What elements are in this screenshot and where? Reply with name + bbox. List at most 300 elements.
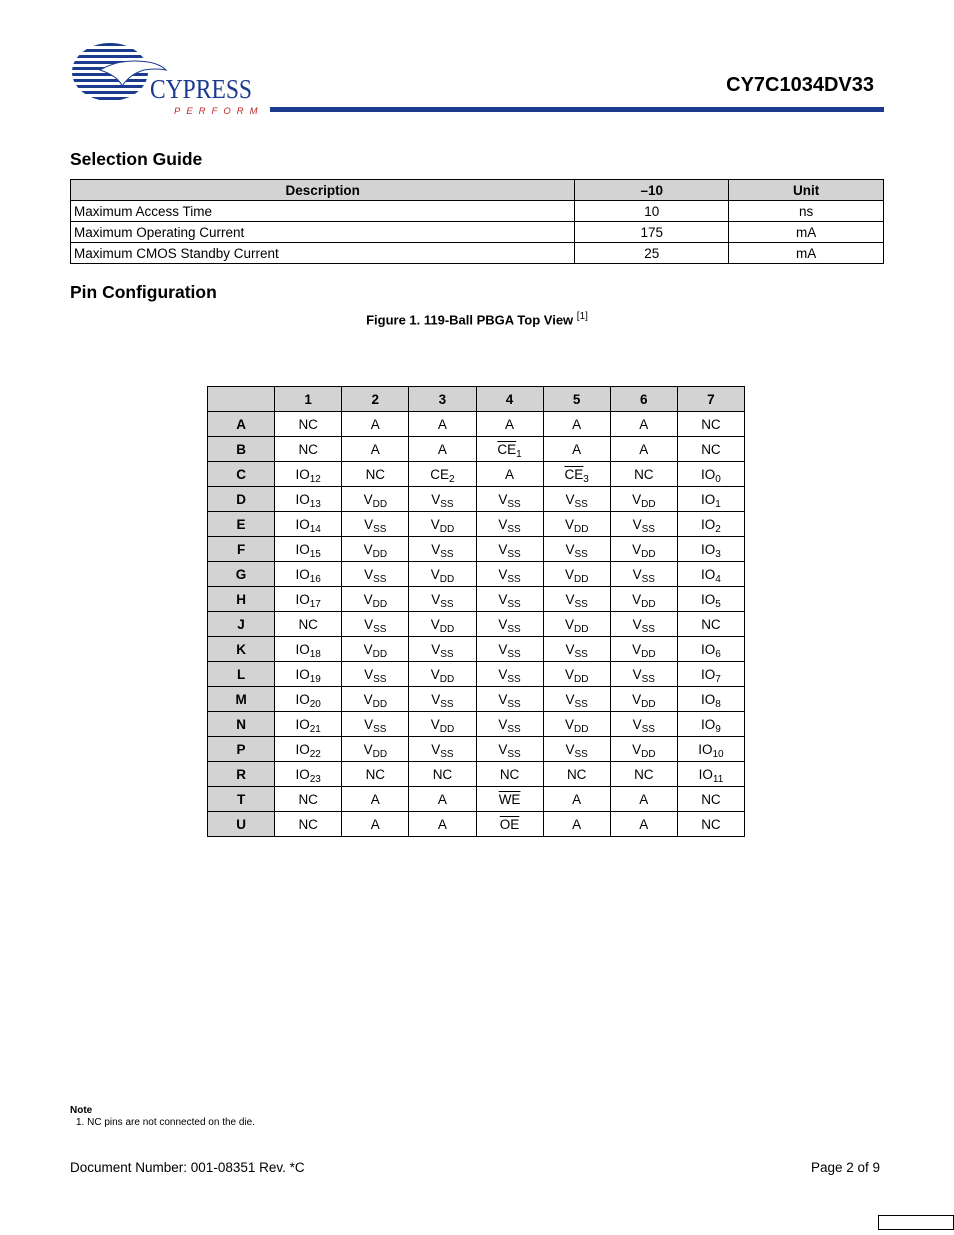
table-row <box>208 787 745 812</box>
pin-subscript: DD <box>439 573 455 585</box>
pin-subscript: 3 <box>715 548 721 560</box>
pin-cell <box>543 637 610 662</box>
pin-subscript: DD <box>641 648 656 660</box>
pin-cell <box>342 662 409 687</box>
row-header: F <box>208 537 275 562</box>
row-header: D <box>208 487 275 512</box>
pin-cell <box>610 812 677 837</box>
table-row <box>208 662 745 687</box>
pin-subscript: 1 <box>715 498 721 510</box>
pin-name: V <box>430 616 440 632</box>
logo-tagline: PERFORM <box>174 106 264 117</box>
pin-subscript: SS <box>574 698 588 710</box>
pin-subscript: DD <box>372 498 388 510</box>
table-cell: mA <box>729 222 884 243</box>
pin-name: A <box>572 416 582 432</box>
feedback-box[interactable] <box>878 1215 954 1230</box>
table-row <box>208 537 745 562</box>
pin-name: V <box>632 491 642 507</box>
pin-subscript: DD <box>573 723 589 735</box>
pin-cell <box>409 812 476 837</box>
pin-name: V <box>498 666 508 682</box>
pin-subscript: 7 <box>715 673 721 685</box>
pin-subscript: SS <box>440 498 454 510</box>
pin-cell <box>342 537 409 562</box>
pin-subscript: SS <box>373 673 387 685</box>
pin-cell <box>409 437 476 462</box>
pin-name: IO <box>295 591 310 607</box>
pin-name: A <box>505 466 515 482</box>
pin-cell <box>409 787 476 812</box>
pin-subscript: 16 <box>309 573 321 585</box>
pin-subscript: SS <box>641 573 655 585</box>
pin-name: NC <box>701 791 721 807</box>
row-header: U <box>208 812 275 837</box>
pin-cell <box>610 437 677 462</box>
pin-subscript: 22 <box>309 748 321 760</box>
pin-subscript: SS <box>373 523 387 535</box>
row-header: K <box>208 637 275 662</box>
pin-cell <box>543 762 610 787</box>
pin-name: NC <box>634 466 654 482</box>
pin-subscript: SS <box>574 498 588 510</box>
figure-footnote-ref: [1] <box>576 311 588 322</box>
pin-name: V <box>364 566 374 582</box>
column-header: 1 <box>275 387 342 412</box>
pin-name: A <box>639 416 649 432</box>
pin-subscript: 6 <box>715 648 721 660</box>
pin-cell <box>610 737 677 762</box>
pin-name: IO <box>701 516 716 532</box>
pin-subscript: DD <box>439 523 455 535</box>
pin-name: NC <box>634 766 654 782</box>
pin-subscript: SS <box>507 648 521 660</box>
pin-subscript: SS <box>641 673 655 685</box>
pin-name: IO <box>295 691 310 707</box>
pin-name: A <box>505 416 515 432</box>
pin-subscript: DD <box>641 748 656 760</box>
pin-name: V <box>632 691 642 707</box>
pin-name: IO <box>701 541 716 557</box>
pin-subscript: DD <box>439 673 455 685</box>
pin-name: V <box>565 741 575 757</box>
pin-subscript: DD <box>372 648 388 660</box>
pin-cell <box>677 562 744 587</box>
pin-name: V <box>632 591 642 607</box>
pin-name: V <box>564 616 574 632</box>
pin-subscript: DD <box>573 523 589 535</box>
pin-subscript: 14 <box>309 523 321 535</box>
cypress-globe-icon <box>70 40 270 120</box>
pin-subscript: DD <box>641 548 656 560</box>
pin-map-table <box>207 386 745 837</box>
pin-name: V <box>363 741 373 757</box>
pin-cell <box>543 487 610 512</box>
pin-name: V <box>632 741 642 757</box>
table-row <box>208 562 745 587</box>
pin-name: V <box>564 566 574 582</box>
pin-name: V <box>430 566 440 582</box>
row-header: R <box>208 762 275 787</box>
row-header: P <box>208 737 275 762</box>
pin-cell <box>476 662 543 687</box>
note-item: 1. NC pins are not connected on the die. <box>76 1117 256 1128</box>
pin-cell <box>610 612 677 637</box>
pin-name: V <box>632 616 642 632</box>
pin-cell <box>275 537 342 562</box>
pin-cell <box>677 712 744 737</box>
pin-name: $\overline{CE}$ <box>497 441 517 457</box>
pin-subscript: DD <box>573 623 589 635</box>
pin-cell <box>476 687 543 712</box>
column-header: 3 <box>409 387 476 412</box>
pin-subscript: DD <box>573 673 589 685</box>
pin-cell <box>610 762 677 787</box>
pin-cell <box>275 587 342 612</box>
pin-name: V <box>431 491 441 507</box>
pin-name: V <box>363 591 373 607</box>
pin-cell <box>275 487 342 512</box>
pin-subscript: SS <box>507 673 521 685</box>
pin-cell <box>275 512 342 537</box>
table-row <box>71 243 884 264</box>
pin-name: V <box>632 516 642 532</box>
pin-name: V <box>364 666 374 682</box>
pin-subscript: 20 <box>309 698 321 710</box>
pin-cell <box>409 637 476 662</box>
column-header: 4 <box>476 387 543 412</box>
pin-name: V <box>565 541 575 557</box>
table-row <box>208 412 745 437</box>
pin-name: IO <box>701 466 716 482</box>
pin-cell <box>275 462 342 487</box>
pin-cell <box>409 662 476 687</box>
table-cell: 10 <box>575 201 729 222</box>
pin-cell <box>342 562 409 587</box>
pin-cell <box>342 687 409 712</box>
pin-subscript: 3 <box>583 473 589 485</box>
pin-subscript: SS <box>373 573 387 585</box>
pin-cell <box>476 412 543 437</box>
pin-subscript: SS <box>507 623 521 635</box>
pin-cell <box>677 512 744 537</box>
pin-name: V <box>498 566 508 582</box>
pin-cell <box>677 687 744 712</box>
pin-cell <box>610 587 677 612</box>
pin-name: IO <box>698 766 713 782</box>
table-row <box>71 222 884 243</box>
row-header: A <box>208 412 275 437</box>
pin-cell <box>409 687 476 712</box>
pin-name: A <box>572 816 582 832</box>
table-cell: Maximum Access Time <box>71 201 575 222</box>
pin-name: V <box>565 591 575 607</box>
table-row <box>208 612 745 637</box>
row-header: G <box>208 562 275 587</box>
row-header: H <box>208 587 275 612</box>
pin-name: A <box>639 441 649 457</box>
pin-name: IO <box>701 591 716 607</box>
pin-subscript: 15 <box>309 548 321 560</box>
pin-name: IO <box>295 716 310 732</box>
pin-name: V <box>363 491 373 507</box>
pin-name: NC <box>298 791 318 807</box>
pin-name: IO <box>295 541 310 557</box>
pin-cell <box>610 787 677 812</box>
pin-name: A <box>437 441 447 457</box>
pin-name: V <box>565 641 575 657</box>
pin-name: A <box>639 791 649 807</box>
pin-cell <box>476 537 543 562</box>
pin-subscript: 5 <box>715 598 721 610</box>
pin-name: $\overline{WE}$ <box>498 791 521 807</box>
pin-cell <box>610 562 677 587</box>
cypress-logo <box>70 40 270 120</box>
pin-name: V <box>364 616 374 632</box>
pin-name: IO <box>701 566 716 582</box>
pin-subscript: 23 <box>309 773 321 785</box>
table-row <box>208 462 745 487</box>
pin-cell <box>677 612 744 637</box>
pin-cell <box>543 687 610 712</box>
table-row <box>208 762 745 787</box>
figure-caption <box>0 311 954 327</box>
pin-name: V <box>363 691 373 707</box>
pin-cell <box>275 562 342 587</box>
pin-cell <box>677 537 744 562</box>
pin-name: A <box>572 791 582 807</box>
pin-name: V <box>430 516 440 532</box>
pin-cell <box>677 487 744 512</box>
pin-name: V <box>431 541 441 557</box>
pin-name: V <box>364 716 374 732</box>
pin-cell <box>610 662 677 687</box>
pin-cell <box>275 662 342 687</box>
pin-subscript: DD <box>641 498 656 510</box>
pin-subscript: 2 <box>715 523 721 535</box>
pin-name: V <box>565 491 575 507</box>
pin-cell <box>543 662 610 687</box>
table-row <box>208 737 745 762</box>
pin-cell <box>342 787 409 812</box>
pin-subscript: SS <box>641 523 655 535</box>
table-row <box>71 201 884 222</box>
pin-cell <box>476 437 543 462</box>
pin-cell <box>476 512 543 537</box>
pin-subscript: 18 <box>309 648 321 660</box>
pin-name: NC <box>432 766 453 782</box>
pin-name: CE <box>430 466 450 482</box>
pin-cell <box>543 712 610 737</box>
pin-cell <box>677 462 744 487</box>
pin-name: V <box>430 666 440 682</box>
pin-cell <box>409 487 476 512</box>
pin-cell <box>409 562 476 587</box>
pin-subscript: 0 <box>715 473 721 485</box>
pin-subscript: 4 <box>715 573 721 585</box>
pin-name: IO <box>295 641 310 657</box>
pin-name: V <box>363 541 373 557</box>
pin-name: V <box>498 641 508 657</box>
pin-cell <box>275 687 342 712</box>
pin-subscript: SS <box>440 548 454 560</box>
pin-subscript: DD <box>573 573 589 585</box>
pin-subscript: SS <box>574 598 588 610</box>
pin-cell <box>543 412 610 437</box>
table-row <box>208 637 745 662</box>
pin-cell <box>677 587 744 612</box>
part-number: CY7C1034DV33 <box>726 74 874 96</box>
pin-cell <box>275 762 342 787</box>
pin-cell <box>409 412 476 437</box>
pin-name: V <box>364 516 374 532</box>
pin-cell <box>342 462 409 487</box>
selection-guide-table <box>70 179 884 264</box>
pin-subscript: DD <box>641 698 656 710</box>
pin-subscript: 12 <box>309 473 321 485</box>
table-cell: 175 <box>575 222 729 243</box>
pin-name: IO <box>701 691 716 707</box>
pin-name: IO <box>295 741 310 757</box>
pin-name: NC <box>298 441 318 457</box>
pin-subscript: SS <box>574 548 588 560</box>
pin-cell <box>342 712 409 737</box>
pin-subscript: 1 <box>516 448 522 460</box>
pin-cell <box>409 762 476 787</box>
table-row <box>208 712 745 737</box>
pin-cell <box>677 737 744 762</box>
pin-subscript: 19 <box>309 673 321 685</box>
table-header-row <box>71 180 884 201</box>
table-row <box>208 512 745 537</box>
pin-name: IO <box>701 716 716 732</box>
pin-name: V <box>498 691 508 707</box>
pin-cell <box>409 587 476 612</box>
pin-cell <box>476 737 543 762</box>
table-row <box>208 487 745 512</box>
pin-name: A <box>572 441 582 457</box>
pin-name: V <box>498 516 508 532</box>
pin-name: V <box>498 491 508 507</box>
pin-name: V <box>565 691 575 707</box>
pin-subscript: SS <box>440 748 454 760</box>
pin-subscript: SS <box>641 723 655 735</box>
column-header: 7 <box>677 387 744 412</box>
pin-cell <box>610 412 677 437</box>
pin-subscript: SS <box>507 548 521 560</box>
table-cell: 25 <box>575 243 729 264</box>
pin-cell <box>409 612 476 637</box>
pin-subscript: SS <box>440 698 454 710</box>
pin-subscript: SS <box>507 748 521 760</box>
pin-cell <box>543 537 610 562</box>
pin-cell <box>476 762 543 787</box>
pin-cell <box>342 437 409 462</box>
pin-cell <box>342 512 409 537</box>
column-header: Unit <box>729 180 884 201</box>
pin-subscript: 17 <box>309 598 321 610</box>
pin-cell <box>543 462 610 487</box>
pin-cell <box>610 712 677 737</box>
pin-name: A <box>370 791 380 807</box>
column-header: 6 <box>610 387 677 412</box>
pin-configuration-title: Pin Configuration <box>70 282 217 302</box>
pin-cell <box>610 637 677 662</box>
pin-name: A <box>437 416 447 432</box>
pin-name: NC <box>701 441 721 457</box>
pin-name: NC <box>701 816 721 832</box>
pin-subscript: 2 <box>449 473 455 485</box>
pin-cell <box>342 812 409 837</box>
pin-name: NC <box>298 816 318 832</box>
pin-subscript: SS <box>507 723 521 735</box>
pin-name: A <box>639 816 649 832</box>
pin-name: V <box>431 641 441 657</box>
pin-cell <box>275 737 342 762</box>
pin-name: V <box>498 591 508 607</box>
pin-subscript: 8 <box>715 698 721 710</box>
pin-cell <box>342 612 409 637</box>
pin-name: IO <box>295 516 310 532</box>
row-header: B <box>208 437 275 462</box>
pin-subscript: DD <box>439 723 455 735</box>
pin-cell <box>409 462 476 487</box>
pin-cell <box>677 437 744 462</box>
pin-subscript: DD <box>372 748 388 760</box>
pin-cell <box>342 762 409 787</box>
pin-name: V <box>363 641 373 657</box>
pin-cell <box>476 637 543 662</box>
pin-name: V <box>632 541 642 557</box>
pin-name: $\overline{OE}$ <box>499 816 520 832</box>
pin-name: V <box>632 566 642 582</box>
figure-caption-text: Figure 1. 119-Ball PBGA Top View <box>366 312 574 328</box>
pin-cell <box>275 812 342 837</box>
pin-cell <box>677 662 744 687</box>
pin-name: V <box>632 716 642 732</box>
column-header: –10 <box>575 180 729 201</box>
pin-subscript: SS <box>641 623 655 635</box>
pin-cell <box>275 437 342 462</box>
pin-name: V <box>632 641 642 657</box>
pin-cell <box>610 537 677 562</box>
pin-subscript: SS <box>373 723 387 735</box>
pin-cell <box>476 612 543 637</box>
pin-subscript: DD <box>372 548 388 560</box>
pin-name: NC <box>701 416 721 432</box>
pin-subscript: SS <box>574 648 588 660</box>
pin-name: V <box>632 666 642 682</box>
pin-cell <box>610 687 677 712</box>
pin-name: IO <box>295 566 310 582</box>
pin-subscript: SS <box>507 523 521 535</box>
logo-wordmark: CYPRESS <box>150 74 252 104</box>
pin-name: A <box>437 816 447 832</box>
pin-name: IO <box>295 766 310 782</box>
pin-cell <box>610 462 677 487</box>
pin-name: V <box>564 666 574 682</box>
pin-cell <box>677 412 744 437</box>
pin-name: IO <box>701 491 716 507</box>
pin-subscript: DD <box>372 698 388 710</box>
table-row <box>208 437 745 462</box>
pin-name: NC <box>298 416 318 432</box>
pin-subscript: DD <box>439 623 455 635</box>
pin-name: NC <box>499 766 520 782</box>
pin-name: IO <box>295 666 310 682</box>
pin-cell <box>543 812 610 837</box>
row-header: N <box>208 712 275 737</box>
